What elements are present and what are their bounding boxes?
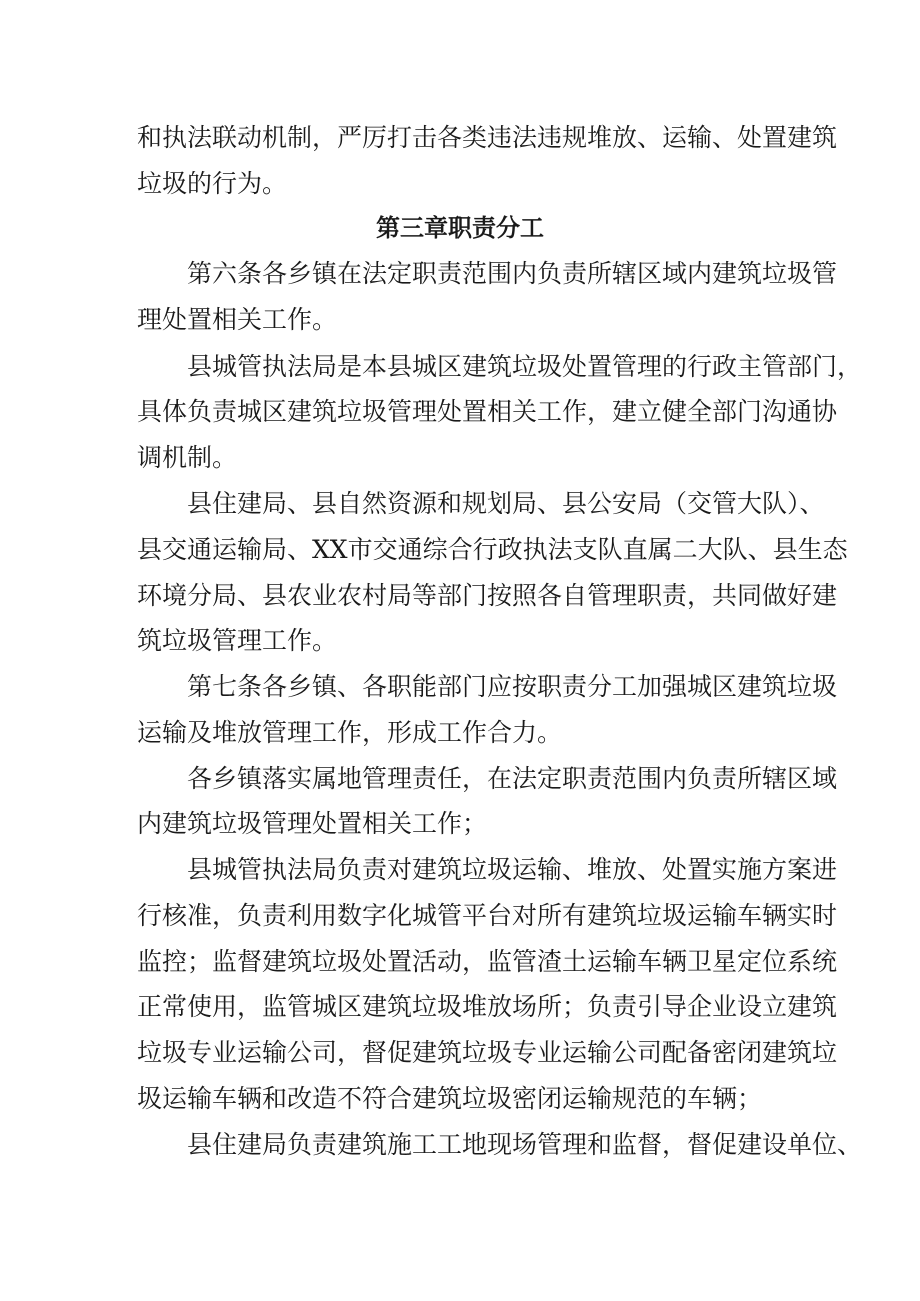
text-line: 运输及堆放管理工作，形成工作合力。 bbox=[137, 718, 563, 747]
text-line: 各乡镇落实属地管理责任，在法定职责范围内负责所辖区域 bbox=[187, 764, 838, 793]
text-line: 和执法联动机制，严厉打击各类违法违规堆放、运输、处置建筑 bbox=[137, 123, 838, 152]
text-line: 垃圾的行为。 bbox=[137, 169, 288, 198]
text-line: 内建筑垃圾管理处置相关工作； bbox=[137, 809, 488, 838]
text-line: 第七条各乡镇、各职能部门应按职责分工加强城区建筑垃圾 bbox=[187, 672, 838, 701]
text-line: 县城管执法局负责对建筑垃圾运输、堆放、处置实施方案进 bbox=[187, 855, 838, 884]
text-line: 垃圾专业运输公司，督促建筑垃圾专业运输公司配备密闭建筑垃 bbox=[137, 1038, 838, 1067]
text-line: 筑垃圾管理工作。 bbox=[137, 626, 338, 655]
text-line: 环境分局、县农业农村局等部门按照各自管理职责，共同做好建 bbox=[137, 581, 838, 610]
text-line: 行核准，负责利用数字化城管平台对所有建筑垃圾运输车辆实时 bbox=[137, 901, 838, 930]
text-line: 监控；监督建筑垃圾处置活动，监管渣土运输车辆卫星定位系统 bbox=[137, 947, 838, 976]
text-line: 县住建局、县自然资源和规划局、县公安局（交管大队）、 bbox=[187, 489, 825, 518]
text-line: 县交通运输局、XX市交通综合行政执法支队直属二大队、县生态 bbox=[137, 535, 848, 564]
text-line: 调机制。 bbox=[137, 443, 238, 472]
chapter-title: 第三章职责分工 bbox=[376, 214, 544, 242]
text-line: 正常使用，监管城区建筑垃圾堆放场所；负责引导企业设立建筑 bbox=[137, 992, 838, 1021]
text-line: 县住建局负责建筑施工工地现场管理和监督，督促建设单位、 bbox=[187, 1130, 863, 1159]
text-line: 第六条各乡镇在法定职责范围内负责所辖区域内建筑垃圾管 bbox=[187, 259, 838, 288]
text-line: 理处置相关工作。 bbox=[137, 305, 338, 334]
text-line: 县城管执法局是本县城区建筑垃圾处置管理的行政主管部门， bbox=[187, 352, 863, 381]
text-line: 圾运输车辆和改造不符合建筑垃圾密闭运输规范的车辆； bbox=[137, 1084, 763, 1113]
text-line: 具体负责城区建筑垃圾管理处置相关工作，建立健全部门沟通协 bbox=[137, 397, 838, 426]
